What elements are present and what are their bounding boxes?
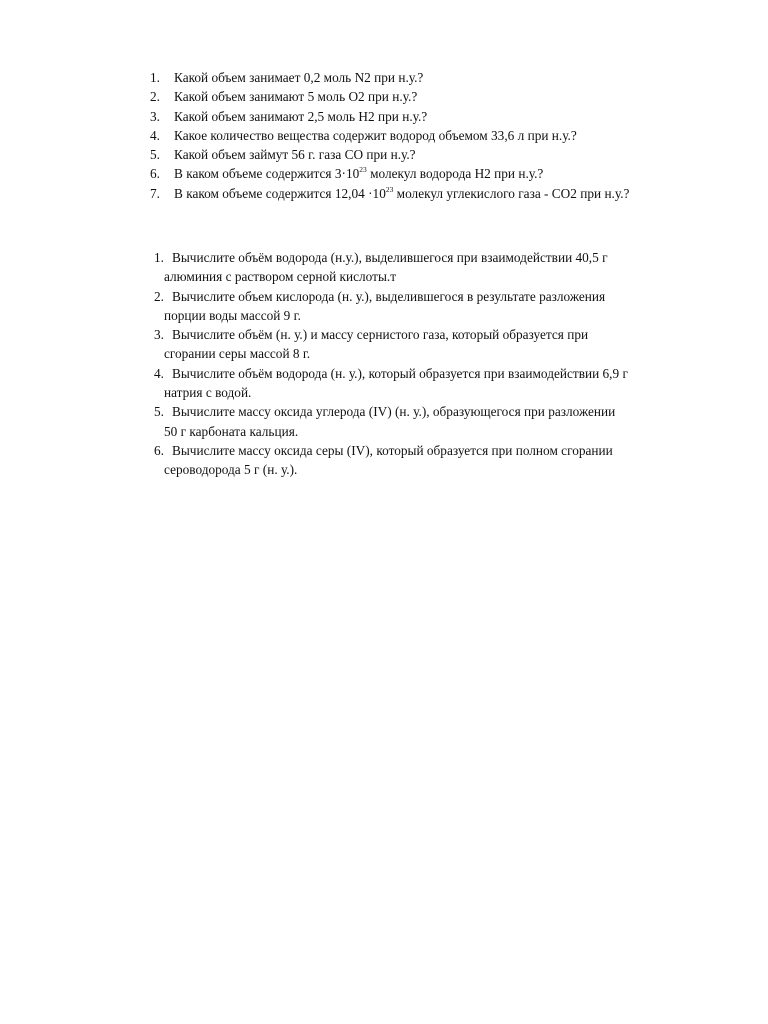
item-number: 2. — [154, 288, 164, 304]
item-text-line: Вычислите объем кислорода (н. у.), выделившегося в результате разложения — [172, 288, 606, 304]
item-number: 4. — [154, 365, 164, 381]
item-text-pre: В каком объеме содержится 3·10 — [174, 166, 360, 182]
item-number: 5. — [150, 147, 160, 163]
item-text-line: натрия с водой. — [164, 385, 252, 401]
problem-item — [154, 248, 724, 287]
problem-item — [154, 287, 724, 326]
item-text: Какой объем занимают 5 моль O2 при н.у.? — [174, 89, 418, 105]
problem-item — [154, 325, 724, 364]
problem-item — [154, 441, 724, 480]
item-text: Какой объем займут 56 г. газа CO при н.у.? — [174, 147, 416, 163]
question-item — [150, 68, 750, 87]
item-text-line: сгорании серы массой 8 г. — [164, 346, 311, 362]
item-text — [174, 164, 543, 183]
problem-list-reactions — [154, 248, 724, 480]
problem-item — [154, 364, 724, 403]
item-number: 2. — [150, 89, 160, 105]
question-item — [150, 184, 750, 203]
item-text-line: Вычислите массу оксида углерода (IV) (н. у.), образующегося при разложении — [172, 404, 616, 420]
item-text: Какой объем занимают 2,5 моль H2 при н.у.? — [174, 108, 428, 124]
question-item — [150, 145, 750, 164]
item-number: 3. — [154, 327, 164, 343]
item-number: 1. — [154, 250, 164, 265]
item-text-line: порции воды массой 9 г. — [164, 307, 301, 323]
item-number: 7. — [150, 185, 160, 201]
item-text-pre: В каком объеме содержится 12,04 ·10 — [174, 185, 386, 201]
exponent: 23 — [385, 184, 394, 194]
item-text-post: молекул водорода H2 при н.у.? — [366, 166, 544, 182]
question-list-gas-volume — [150, 68, 750, 203]
item-text-line: Вычислите объём водорода (н.у.), выделившегося при взаимодействии 40,5 г — [172, 250, 608, 265]
question-item — [150, 107, 750, 126]
question-item — [150, 126, 750, 145]
item-text-line: сероводорода 5 г (н. у.). — [164, 462, 298, 478]
item-text-line: Вычислите объём (н. у.) и массу сернистого газа, который образуется при — [172, 327, 589, 343]
item-text — [174, 184, 629, 203]
item-text-line: Вычислите объём водорода (н. у.), который образуется при взаимодействии 6,9 г — [172, 365, 628, 381]
item-number: 5. — [154, 404, 164, 420]
problem-item — [154, 402, 724, 441]
question-item — [150, 87, 750, 106]
question-item — [150, 164, 750, 183]
exponent: 23 — [359, 165, 367, 175]
item-number: 6. — [154, 442, 164, 458]
item-number: 4. — [150, 127, 160, 143]
item-text: Какой объем занимает 0,2 моль N2 при н.у.? — [174, 70, 424, 85]
item-number: 3. — [150, 108, 160, 124]
item-number: 1. — [150, 70, 160, 85]
item-text-line: 50 г карбоната кальция. — [164, 423, 299, 439]
item-text-post: молекул углекислого газа - CO2 при н.у.? — [393, 185, 630, 201]
item-number: 6. — [150, 166, 160, 182]
item-text-line: Вычислите массу оксида серы (IV), который образуется при полном сгорании — [172, 442, 613, 458]
item-text: Какое количество вещества содержит водород объемом 33,6 л при н.у.? — [174, 127, 577, 143]
item-text-line: алюминия с раствором серной кислоты.т — [164, 269, 397, 285]
